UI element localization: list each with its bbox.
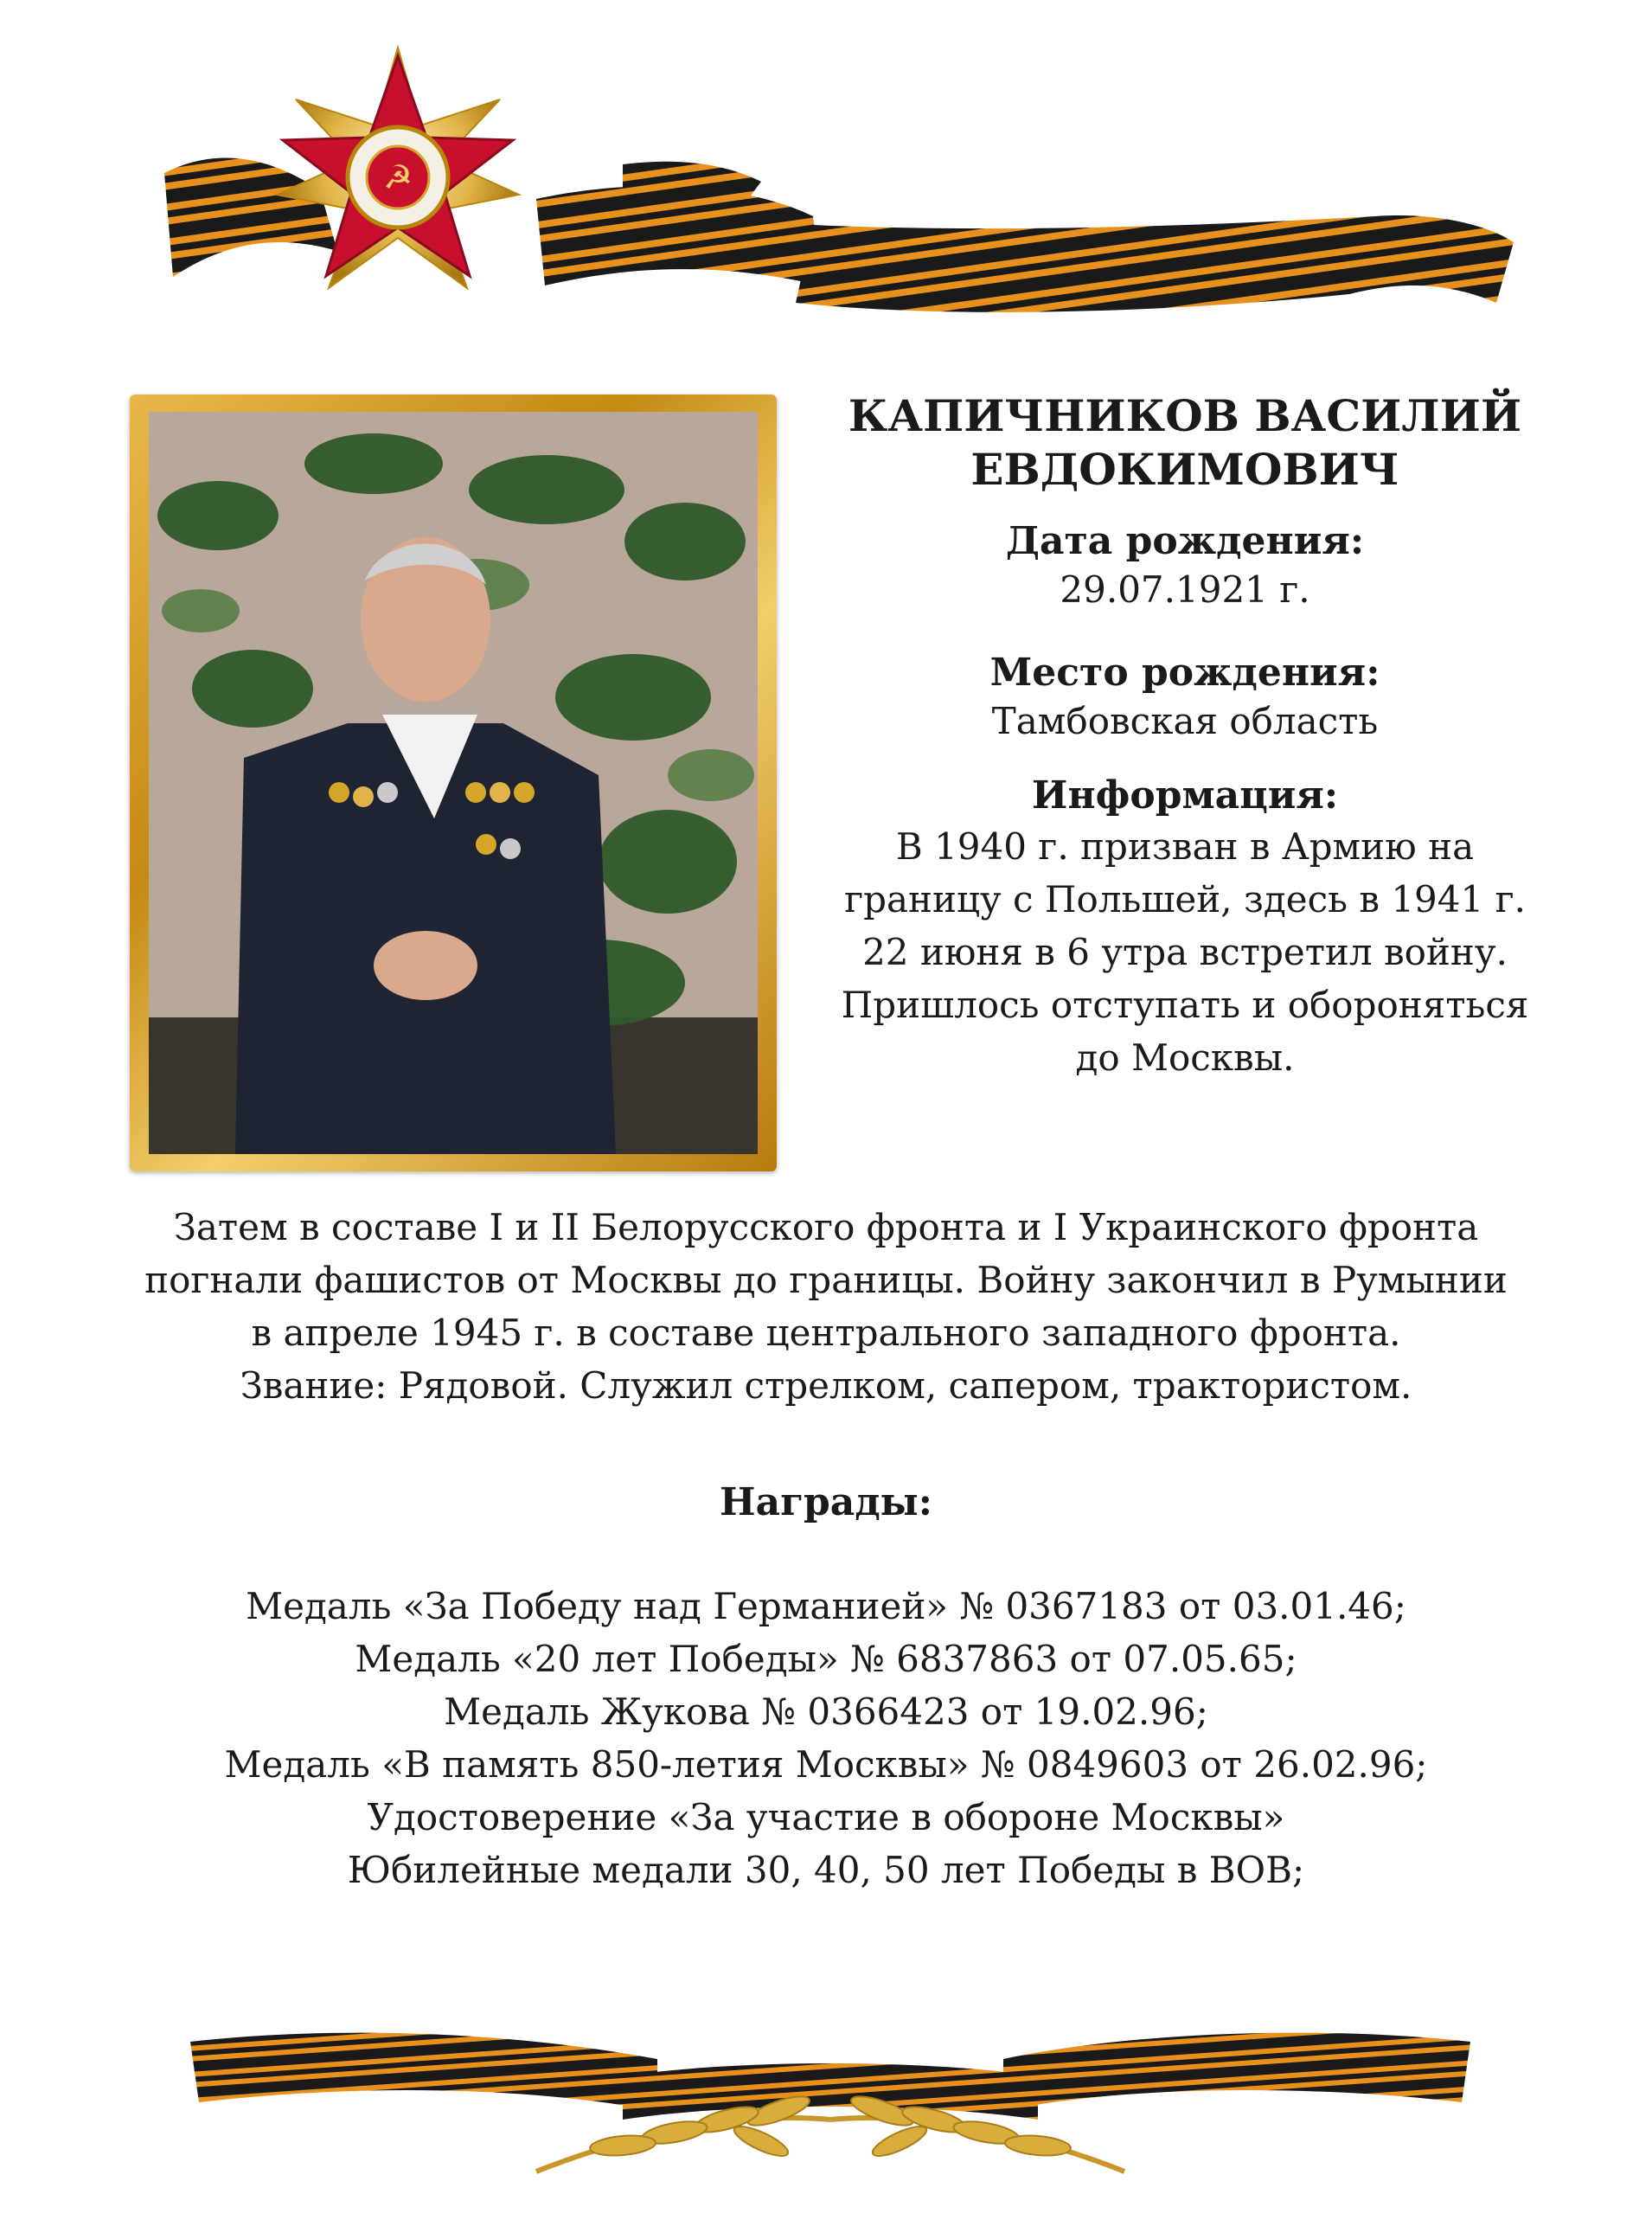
person-name-line2: ЕВДОКИМОВИЧ — [970, 444, 1399, 495]
info-label: Информация: — [1031, 773, 1339, 818]
st-george-ribbon-icon — [190, 2033, 1470, 2120]
birth-place-label: Место рождения: — [989, 651, 1380, 695]
awards-section — [69, 1476, 1583, 1529]
person-name-line1: КАПИЧНИКОВ ВАСИЛИЙ — [848, 390, 1522, 441]
biography-line: Звание: Рядовой. Служил стрелком, сапером, трактористом. — [240, 1364, 1412, 1407]
awards-list — [69, 1580, 1583, 1896]
biography-line: Затем в составе I и II Белорусского фронта и I Украинского фронта — [173, 1206, 1479, 1248]
award-item: Удостоверение «За участие в обороне Москвы» — [367, 1796, 1285, 1838]
award-item: Юбилейные медали 30, 40, 50 лет Победы в ВОВ; — [347, 1849, 1305, 1891]
award-item: Медаль «За Победу над Германией» № 0367183 от 03.01.46; — [246, 1585, 1406, 1627]
info-line: границу с Польшей, здесь в 1941 г. — [844, 878, 1526, 921]
awards-title: Награды: — [720, 1480, 932, 1524]
info-line: Пришлось отступать и обороняться — [841, 984, 1529, 1026]
header-decoration — [138, 26, 1540, 372]
person-details — [804, 389, 1566, 1084]
award-item: Медаль «В память 850-летия Москвы» № 0849603 от 26.02.96; — [224, 1743, 1428, 1786]
order-of-patriotic-war-icon — [277, 48, 519, 288]
biography-line: в апреле 1945 г. в составе центрального западного фронта. — [251, 1312, 1401, 1354]
footer-decoration — [173, 1990, 1488, 2197]
birth-place: Тамбовская область — [991, 700, 1379, 742]
svg-text:☭: ☭ — [382, 158, 413, 196]
birth-date: 29.07.1921 г. — [1060, 568, 1310, 611]
award-item: Медаль «20 лет Победы» № 6837863 от 07.05.65; — [355, 1638, 1297, 1680]
biography-line: погнали фашистов от Москвы до границы. Войну закончил в Румынии — [144, 1259, 1508, 1301]
info-line: В 1940 г. призван в Армию на — [895, 825, 1475, 868]
birth-date-label: Дата рождения: — [1005, 519, 1365, 563]
info-line: 22 июня в 6 утра встретил войну. — [862, 931, 1508, 973]
info-line: до Москвы. — [1075, 1036, 1295, 1079]
award-item: Медаль Жукова № 0366423 от 19.02.96; — [444, 1690, 1208, 1733]
biography-continuation — [69, 1201, 1583, 1412]
veteran-portrait — [149, 412, 758, 1154]
